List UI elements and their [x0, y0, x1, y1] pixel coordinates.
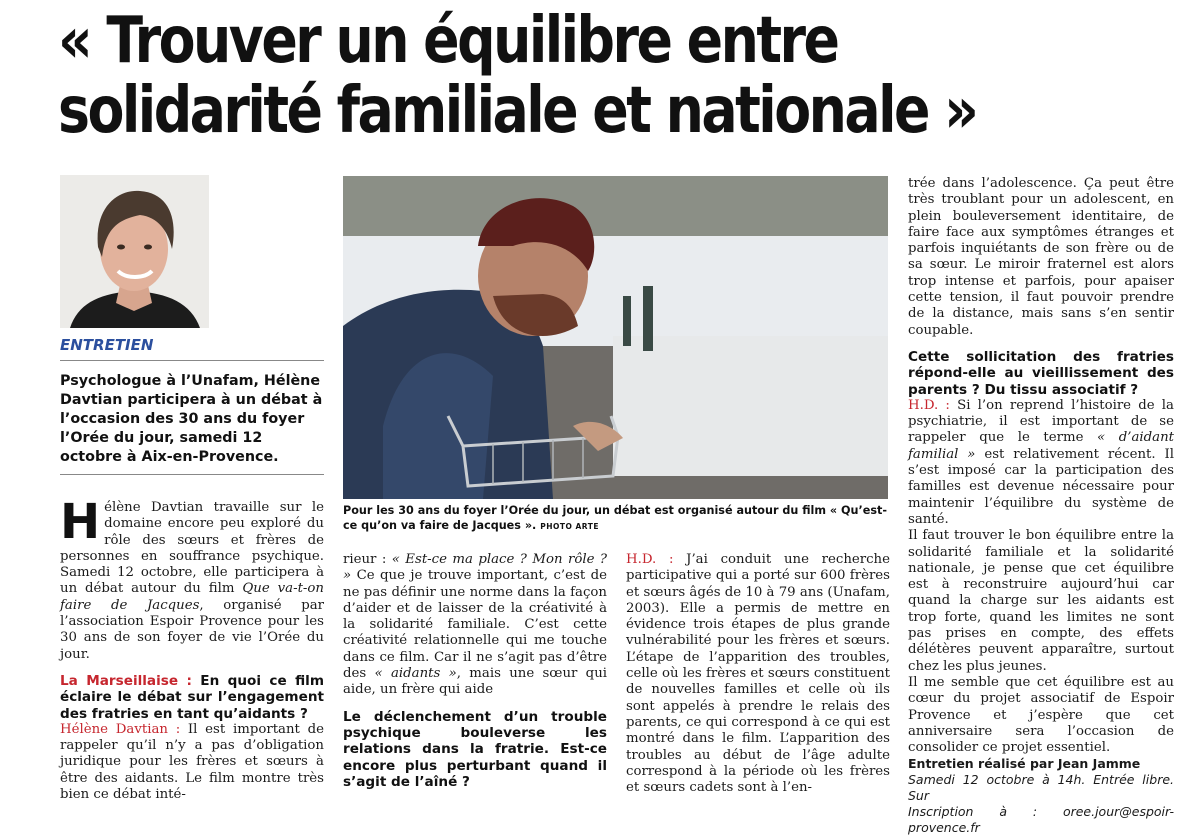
aidants-quote: « aidants » [374, 666, 457, 682]
answer-3 [908, 398, 1174, 528]
film-title: Que va-t-on faire de Jacques [60, 581, 324, 613]
answer-3-pre: Si l’on reprend l’histoire de la psychiatrie, il est important de se rappeler que le terme [908, 397, 1174, 446]
drop-cap: H [60, 494, 101, 550]
headline-line-2: solidarité familiale et nationale » [58, 74, 977, 148]
inner-question-quote: « Est-ce ma place ? Mon rôle ? » [343, 552, 607, 584]
headline-line-1: « Trouver un équilibre entre [58, 4, 838, 78]
answer-3-post: est relativement récent. Il s’est imposé car la participation des familles est devenue nécessaire pour maintenir l’équilibre du système de santé. [908, 446, 1174, 527]
answer-2-speaker: H.D. : [626, 552, 674, 567]
event-info-line-1: Samedi 12 octobre à 14h. Entrée libre. Sur [908, 772, 1174, 804]
column-1 [60, 494, 325, 803]
kicker-divider [60, 360, 324, 361]
answer-3-paragraph-2: Il faut trouver le bon équilibre entre la solidarité familiale et la solidarité nationale, je pense que cet équilibre est à reconstruire aujourd’hui car quand la charge sur les aidants est trop forte, quand les limites ne sont pas prises en compte, des effets délétères peuvent apparaître, surtout chez les plus jeunes. [908, 528, 1174, 674]
lead-text: élène Davtian travaille sur le domaine encore peu exploré du rôle des sœurs et frères de personnes en souffrance psychique. Samedi 12 octobre, elle participera à un débat autour du film [60, 500, 324, 597]
answer-2 [626, 552, 890, 796]
question-3: Cette sollicitation des fratries répond-elle au vieillissement des parents ? Du tissu associatif ? [908, 348, 1174, 398]
intro-standfirst: Psychologue à l’Unafam, Hélène Davtian participera à un débat à l’occasion des 30 ans du foyer l’Orée du jour, samedi 12 octobre à Aix-en-Provence. [60, 373, 323, 465]
answer-3-speaker: H.D. : [908, 397, 950, 413]
question-2: Le déclenchement d’un trouble psychique bouleverse les relations dans la fratrie. Est-ce encore plus perturbant quand il s’agit de l’aîné ? [343, 708, 607, 790]
photo-caption [343, 504, 888, 534]
kicker-label: ENTRETIEN [60, 336, 154, 354]
answer-1-cont-pre: rieur : [343, 552, 392, 567]
film-still-image [343, 176, 888, 499]
headline [58, 6, 982, 146]
answer-1-cont-text: Ce que je trouve important, c’est de ne pas définir une norme dans la façon d’aider et de laisser de la créativité à la solidarité familiale. C’est cette créativité relationnelle qui me touche dans ce film. Car il ne s’agit pas d’être des [343, 568, 607, 682]
answer-1-cont-end: , mais une sœur qui aide, un frère qui aide [343, 666, 608, 698]
column-3 [626, 552, 890, 796]
aidant-familial-term: « d’aidant familial » [908, 430, 1174, 462]
column-4 [908, 176, 1174, 836]
caption-text: Pour les 30 ans du foyer l’Orée du jour, un débat est organisé autour du film « Qu’est-ce qu’on va faire de Jacques ». [343, 504, 888, 532]
intro-divider [60, 474, 324, 475]
signature: Entretien réalisé par Jean Jamme [908, 756, 1141, 772]
article-photo [343, 176, 888, 499]
photo-credit: PHOTO ARTE [540, 521, 599, 531]
answer-1-speaker: Hélène Davtian : [60, 721, 181, 737]
lead-paragraph [60, 494, 324, 663]
question-1 [60, 673, 324, 722]
portrait-photo [60, 175, 209, 328]
answer-2-continued: trée dans l’adolescence. Ça peut être très troublant pour un adolescent, en plein bouleversement identitaire, de faire face aux symptômes étranges et parfois inquiétants de son frère ou de sa sœur. Le miroir fraternel est alors trop intense et parfois, pour apaiser cette tension, il faut pouvoir prendre de la distance, mais sans s’en sentir coupable. [908, 176, 1174, 338]
event-info-line-2: Inscription à : oree.jour@espoir-provence.fr [908, 804, 1174, 836]
column-2 [343, 552, 608, 790]
answer-1-text: Il est important de rappeler qu’il n’y a pas d’obligation juridique pour les frères et sœurs à être des aidants. Le film montre très bien ce débat inté- [60, 721, 325, 803]
kicker-block [60, 335, 324, 361]
answer-1 [60, 722, 324, 803]
question-1-speaker: La Marseillaise : [60, 672, 192, 689]
lead-text-end: , organisé par l’association Espoir Provence pour les 30 ans de son foyer de vie l’Orée du jour. [60, 597, 324, 662]
portrait-image [60, 175, 209, 328]
answer-1-continued [343, 552, 607, 699]
answer-3-paragraph-3: Il me semble que cet équilibre est au cœur du projet associatif de Espoir Provence et j’espère que cet anniversaire sera l’occasion de consolider ce projet essentiel. [908, 674, 1174, 756]
question-1-text: En quoi ce film éclaire le débat sur l’engagement des fratries en tant qu’aidants ? [60, 672, 324, 722]
answer-2-text: J’ai conduit une recherche participative qui a porté sur 600 frères et sœurs âgés de 10 à 79 ans (Unafam, 2003). Elle a permis de mettre en évidence trois étapes de plus grande vulnérabilité pour les frères et sœurs. L’étape de l’apparition des troubles, celle où les frères et sœurs constituent de nouvelles familles et celle où ils sont appelés à prendre le relais des parents, ce qui correspond à ce qui est montré dans le film. L’apparition des troubles au début de l’âge adulte correspond à la période où les frères et sœurs cadets sont à l’en- [626, 552, 890, 796]
